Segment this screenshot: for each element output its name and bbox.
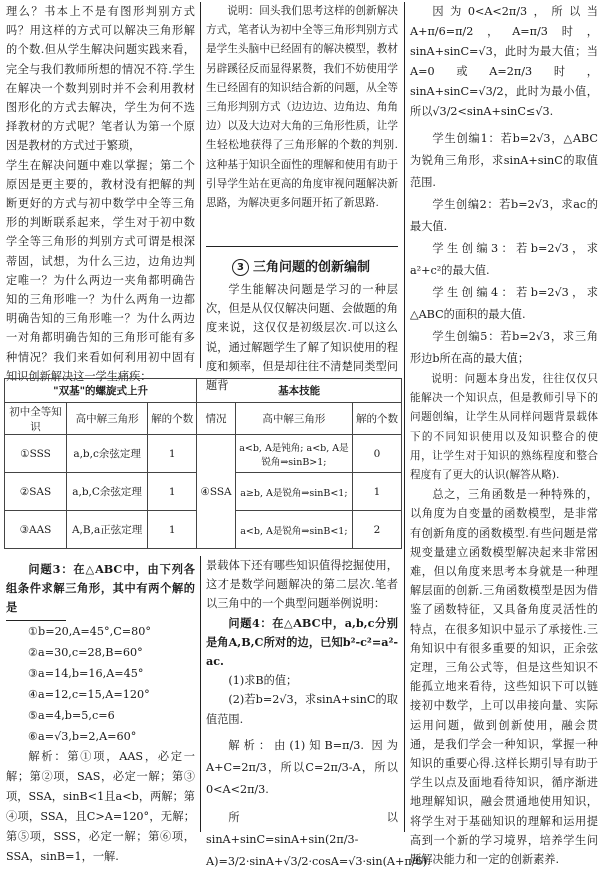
question-4-solution-cont: 所以sinA+sinC=sinA+sin(2π/3-A)=3/2·sinA+√3/2·cosA=√3·sin(A+π/6).: [206, 810, 431, 868]
left-column: [6, 2, 195, 386]
table-cell: 2: [352, 511, 401, 549]
explanation-note: 说明：回头我们思考这样的创新解决方式，笔者认为初中全等三角形判别方式是学生头脑中已经固有的解决模型，教材另辟蹊径反而显得累赘，我们不妨使用学生已经固有的知识结合新的问题，从全等三角形判别方式（边边边、边角边、角角边）以及大边对大角的三角形性质，让学生轻松地获得了三角形解的个数的判别. 这种基于知识全面性的理解和使用有助于引导学生站在更高的角度审视问题解决新思路，为解决更多问题开拓了新思路.: [206, 5, 398, 210]
option-item: ①b=20,A=45°,C=80°: [28, 624, 151, 638]
column-divider: [404, 2, 405, 832]
table-header: 高中解三角形: [235, 403, 352, 435]
creation-item: 学生创编3：若b=2√3，求a²+c²的最大值.: [410, 242, 598, 277]
table-cell: a≥b, A是锐角⇒sinB<1;: [235, 473, 352, 511]
question-3: 问题3：在△ABC中，由下列各组条件求解三角形，其中有两个解的是: [6, 562, 195, 615]
table-title-right: 基本技能: [197, 379, 402, 403]
column-divider: [200, 2, 201, 368]
table-cell: ①SSS: [5, 435, 67, 473]
table-title-left: "双基"的螺旋式上升: [5, 379, 197, 403]
table-row: [5, 435, 402, 473]
option-item: ③a=14,b=16,A=45°: [28, 666, 144, 680]
solution-continuation: 因为0<A<2π/3，所以当A+π/6=π/2，A=π/3时，sinA+sinC=√3，此时为最大值；当A=0或A=2π/3时，sinA+sinC=√3/2，此时为最小值，所以√3/2<sinA+sinC≤√3.: [410, 5, 598, 118]
left-column-paragraph: 理么？书本上不是有图形判别方式吗？用这样的方式可以解决三角形解的个数.但从学生解决问题实践来看，完全与我们教师所想的情况不符.学生在解决一个数判别时并不会利用教材图形化的方式去解决，学生为何不选择教材的方式呢？笔者认为第一个原因是教材的方式过于繁琐，: [6, 5, 195, 153]
table-header-row: [5, 403, 402, 435]
table-cell: 0: [352, 435, 401, 473]
note-divider: [206, 246, 398, 247]
table-cell: A,B,a正弦定理: [66, 511, 147, 549]
option-item: ④a=12,c=15,A=120°: [28, 687, 150, 701]
table-header: 高中解三角形: [66, 403, 147, 435]
table-header: 初中全等知识: [5, 403, 67, 435]
question-4-part-2: (2)若b=2√3，求sinA+sinC的取值范围.: [206, 693, 398, 726]
conclusion-paragraph: 总之，三角函数是一种特殊的，以角度为自变量的函数模型，是非常有创新角度的函数模型.有些问题是常规变量建立函数模型解决起来非常困难，但以角度来思考本身就是一种理解层面的创新.三角函数模型是因为借鉴了函数特征，又具备角度灵活性的特点，在很多知识中显示了承接性.三角知识中有很多重要的知识，正余弦定理，三角公式等，但是这些知识不能孤立地来看待，这些知识下可以链接初中数学，上可以串接向量、实际运用问题，做到创新使用，融会贯通，是我们学会一种知识，掌握一种知识的重要心得.这样长期引导有助于学生以点及面地看待知识，循序渐进地理解知识，融会贯通地使用知识，将学生对于基础知识的理解和运用提高到一个新的学习境界，培养学生问题解决能力和一定的创新素养.: [410, 488, 598, 867]
table-cell: ④SSA: [197, 435, 236, 549]
comparison-table: [4, 378, 402, 549]
table-cell: 1: [148, 435, 197, 473]
table-cell: a<b, A是钝角; a<b, A是锐角⇒sinB>1;: [235, 435, 352, 473]
question-4-block: [206, 556, 431, 873]
creation-item: 学生创编2：若b=2√3，求ac的最大值.: [410, 198, 598, 233]
table-cell: 1: [148, 511, 197, 549]
table-cell: a,b,c余弦定理: [66, 435, 147, 473]
question-4-part-1: (1)求B的值；: [228, 674, 298, 688]
question-3-block: [6, 560, 195, 867]
section-heading: [232, 256, 370, 276]
question-3-answer: 解析：第①项，AAS，必定一解；第②项，SAS，必定一解；第③项，SSA，sinB<1且a<b，两解；第④项，SSA，且C>A=120°，无解；第⑤项，SSS，必定一解；第⑥项，SSA，sinB=1，一解.: [6, 749, 195, 863]
creation-item: 学生创编4：若b=2√3，求△ABC的面积的最大值.: [410, 286, 598, 321]
table-cell: a,b,C余弦定理: [66, 473, 147, 511]
table-cell: ③AAS: [5, 511, 67, 549]
table-header: 解的个数: [148, 403, 197, 435]
table-cell: 1: [148, 473, 197, 511]
table-cell: a<b, A是锐角⇒sinB<1;: [235, 511, 352, 549]
option-item: ⑤a=4,b=5,c=6: [28, 708, 115, 722]
column-divider: [200, 556, 201, 832]
question-4-solution: 解析：由(1)知B=π/3. 因为A+C=2π/3，所以C=2π/3-A，所以0<A<2π/3.: [206, 738, 398, 796]
section-number-icon: 3: [232, 259, 249, 276]
question-4: 问题4：在△ABC中，a,b,c分别是角A,B,C所对的边，已知b²-c²=a²-ac.: [206, 615, 398, 669]
left-column-paragraph: 学生在解决问题中难以掌握；第二个原因是更主要的，教材没有把解的判断更好的方式与初中数学中全等三角形的判断联系起来，学生对于初中数学全等三角形的判别方式可谓是根深蒂固，试想，为什么三边，边角边判定唯一？为什么两边一夹角都明确告知的三角形唯一？为什么两角一边都明确告知的三角形唯一？为什么两边一对角都明确告知的三角形可能有多种情况？我们来看如何利用初中固有知识创新解决这一学生痛疾：: [6, 158, 195, 383]
creation-note: 说明：问题本身出发，往往仅仅只能解决一个知识点，但是教师引导下的问题创编，让学生从同样问题背景载体下的不同知识使用以及知识整合的使用，让学生对于知识的熟练程度和整合程度有了更大的认识(解答从略).: [410, 373, 598, 482]
middle-paragraph: 学生能解决问题是学习的一种层次，但是从仅仅解决问题、会做题的角度来说，这仅仅是初级层次.可以这么说，通过解题学生了解了知识使用的程度和频率，但是却往往不清楚同类型问题背: [206, 283, 398, 393]
option-item: ⑥a=√3,b=2,A=60°: [28, 729, 137, 743]
option-item: ②a=30,c=28,B=60°: [28, 645, 143, 659]
creation-item: 学生创编5：若b=2√3，求三角形边b所在高的最大值；: [410, 330, 598, 365]
table-cell: ②SAS: [5, 473, 67, 511]
middle-column: [206, 2, 398, 213]
table-header: 情况: [197, 403, 236, 435]
table-cell: 1: [352, 473, 401, 511]
section-title: 三角问题的创新编制: [253, 260, 371, 275]
creation-item: 学生创编1：若b=2√3，△ABC为锐角三角形，求sinA+sinC的取值范围.: [410, 132, 598, 189]
right-column: [410, 2, 598, 869]
middle-paragraph-cont: 景载体下还有哪些知识值得挖掘使用，这才是数学问题解决的第二层次.笔者以三角中的一个典型问题举例说明：: [206, 559, 398, 611]
table-header: 解的个数: [352, 403, 401, 435]
